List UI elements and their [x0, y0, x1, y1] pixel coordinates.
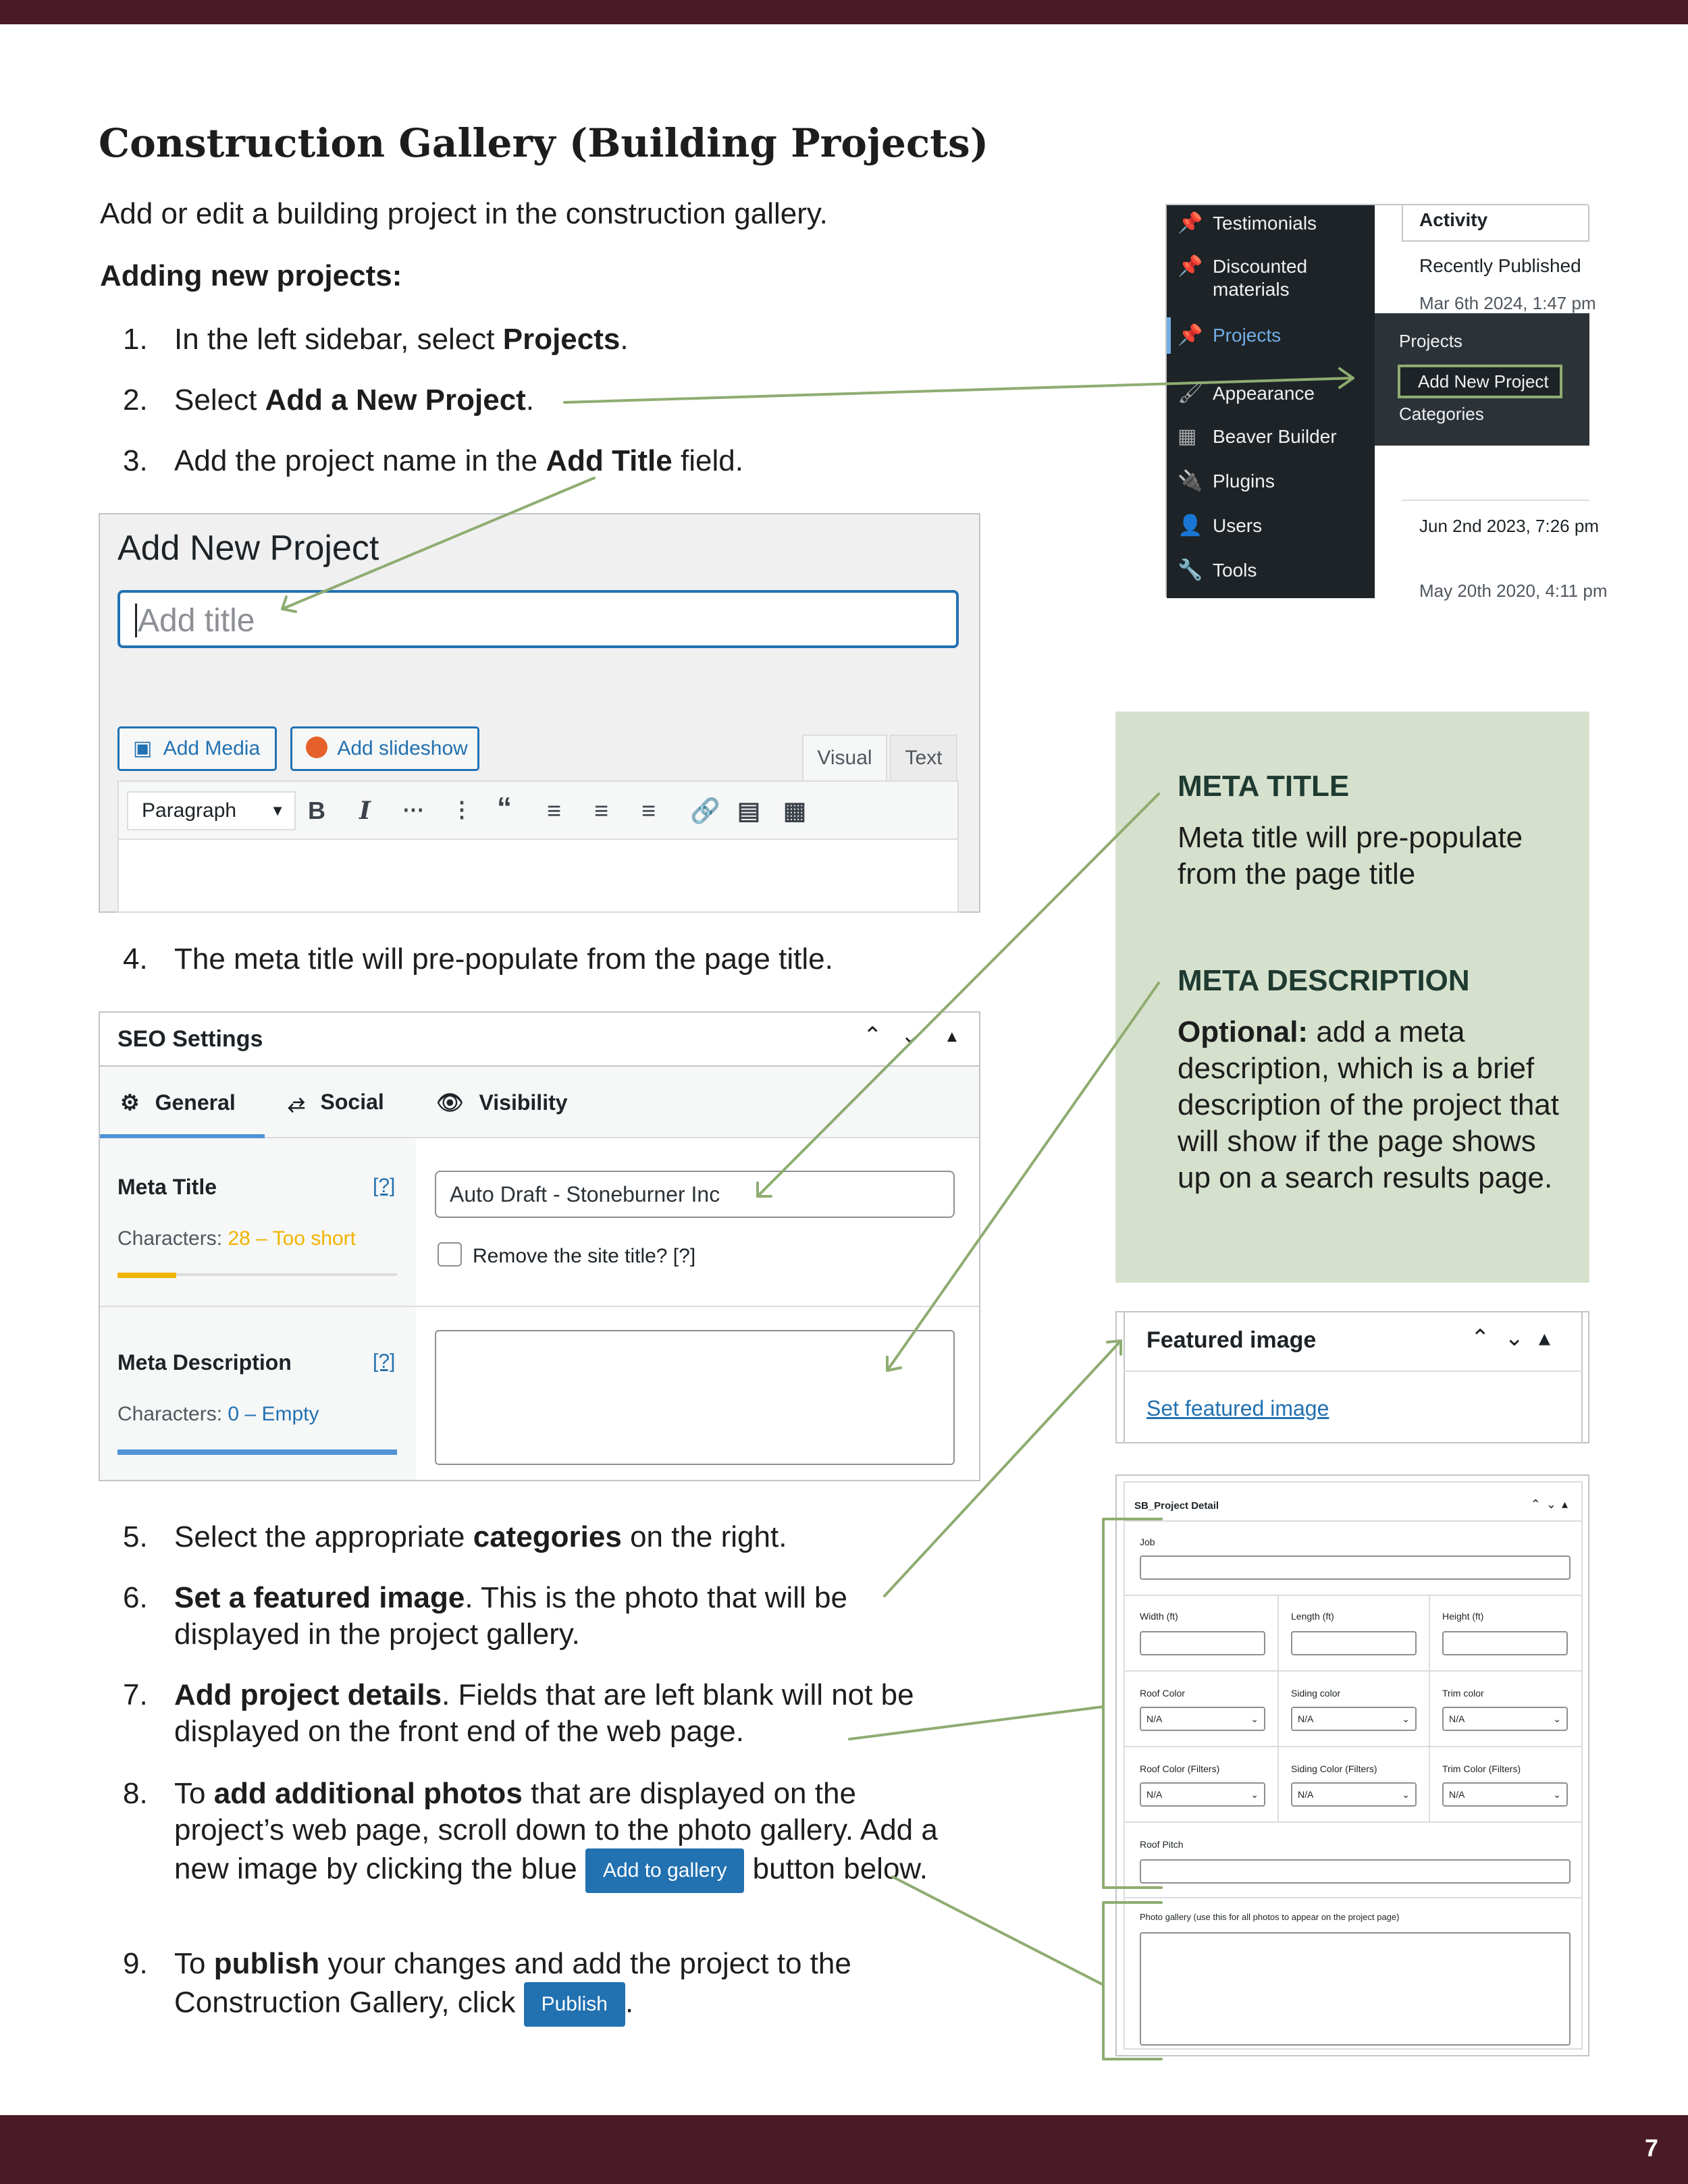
step-number: 6.	[123, 1581, 148, 1614]
eye-icon: 👁	[436, 1090, 464, 1115]
featured-image-title: Featured image	[1146, 1327, 1317, 1353]
publish-button[interactable]: Publish	[524, 1982, 625, 2027]
project-detail-title: SB_Project Detail	[1134, 1500, 1219, 1512]
title-placeholder: Add title	[138, 603, 255, 639]
trim-color-filters-select[interactable]: N/A ⌄	[1442, 1782, 1568, 1807]
subheading: Adding new projects:	[100, 259, 402, 292]
chevron-up-icon[interactable]: ⌃	[863, 1023, 882, 1048]
siding-color-select[interactable]: N/A ⌄	[1291, 1707, 1417, 1731]
height-label: Height (ft)	[1442, 1611, 1484, 1622]
meta-title-description: Meta title will pre-populate from the page title	[1178, 821, 1523, 890]
step-number: 9.	[123, 1947, 148, 1980]
wrench-icon: 🔧	[1178, 559, 1203, 581]
align-right-icon[interactable]: ≡	[641, 797, 656, 824]
page-title: Construction Gallery (Building Projects)	[99, 120, 989, 166]
submenu-projects[interactable]: Projects	[1399, 331, 1462, 351]
width-label: Width (ft)	[1140, 1611, 1178, 1622]
set-featured-image-link[interactable]: Set featured image	[1146, 1396, 1329, 1420]
step-number: 8.	[123, 1777, 148, 1810]
tab-visual[interactable]: Visual	[802, 735, 887, 782]
italic-icon[interactable]: I	[359, 797, 371, 825]
meta-description-chars: Characters: 0 – Empty	[117, 1403, 319, 1425]
gear-icon: ⚙	[120, 1090, 140, 1115]
box-controls-icon[interactable]: ⌃⌄▴	[1530, 1497, 1573, 1511]
step-number: 1.	[123, 323, 148, 356]
chevron-down-icon[interactable]: ⌄	[901, 1023, 920, 1048]
photo-gallery-label: Photo gallery (use this for all photos to appear on the project page)	[1140, 1912, 1400, 1922]
meta-description-label: Meta Description	[117, 1350, 292, 1375]
meta-title-chars: Characters: 28 – Too short	[117, 1227, 356, 1250]
arrow-photo-gallery	[893, 1877, 1103, 1985]
step-number: 7.	[123, 1678, 148, 1711]
trim-color-filters-label: Trim Color (Filters)	[1442, 1763, 1521, 1774]
meta-title-label: Meta Title	[117, 1175, 217, 1199]
dropdown-arrow-icon: ▼	[270, 802, 285, 819]
chevron-down-icon: ⌄	[1250, 1789, 1259, 1800]
format-select[interactable]: Paragraph ▼	[127, 791, 296, 830]
bullet-list-icon[interactable]: ⋯	[402, 797, 424, 822]
admin-menu: 📌 Testimonials 📌 Discounted materials 📌 Projects 🖌 Appearance ▦ Beaver Builder 🔌 Plugins 👤 Users 🔧 Tools	[1167, 205, 1375, 598]
meta-description-text: Optional: add a meta description, which is a brief description of the project that will show if the page shows up on a search results page.	[1178, 1015, 1559, 1194]
layout-icon: ▦	[1178, 425, 1197, 448]
chevron-down-icon: ⌄	[1553, 1713, 1561, 1724]
add-slideshow-button[interactable]: Add slideshow	[290, 726, 479, 771]
numbered-list-icon[interactable]: ⋮	[451, 797, 473, 822]
tab-text[interactable]: Text	[890, 735, 957, 782]
trim-color-label: Trim color	[1442, 1688, 1484, 1699]
align-center-icon[interactable]: ≡	[594, 797, 609, 824]
arrow-project-details	[849, 1707, 1103, 1739]
tab-social[interactable]: ⥄ Social	[288, 1090, 384, 1114]
roof-pitch-label: Roof Pitch	[1140, 1839, 1184, 1850]
chevron-down-icon: ⌄	[1250, 1713, 1259, 1724]
submenu-categories[interactable]: Categories	[1399, 404, 1484, 424]
meta-title-heading: META TITLE	[1178, 770, 1350, 803]
arrow-meta-title	[758, 794, 1159, 1196]
roof-color-select[interactable]: N/A ⌄	[1140, 1707, 1265, 1731]
meta-description-help-link[interactable]: [?]	[373, 1350, 396, 1373]
roof-color-filters-label: Roof Color (Filters)	[1140, 1763, 1220, 1774]
siding-color-label: Siding color	[1291, 1688, 1341, 1699]
roof-color-label: Roof Color	[1140, 1688, 1185, 1699]
quote-icon[interactable]: “	[497, 791, 512, 824]
media-icon: ▣	[133, 737, 153, 760]
step-number: 5.	[123, 1520, 148, 1553]
roof-color-filters-select[interactable]: N/A ⌄	[1140, 1782, 1265, 1807]
job-label: Job	[1140, 1537, 1155, 1547]
brush-icon: 🖌	[1178, 382, 1204, 404]
pin-icon: 📌	[1178, 212, 1203, 234]
step-number: 2.	[123, 383, 148, 417]
bottom-band	[0, 2115, 1688, 2184]
recently-published: Recently Published	[1419, 255, 1581, 276]
add-to-gallery-button[interactable]: Add to gallery	[585, 1848, 744, 1893]
activity-heading: Activity	[1419, 209, 1488, 230]
read-more-icon[interactable]: ▤	[737, 797, 761, 824]
bracket-photo-gallery	[1103, 1902, 1161, 2059]
activity-date: Jun 2nd 2023, 7:26 pm	[1419, 516, 1599, 536]
add-media-button[interactable]: ▣ Add Media	[117, 726, 277, 771]
trim-color-select[interactable]: N/A ⌄	[1442, 1707, 1568, 1731]
chevron-down-icon: ⌄	[1553, 1789, 1561, 1800]
chevron-down-icon: ⌄	[1402, 1713, 1410, 1724]
arrow-add-new-project	[564, 378, 1353, 402]
arrow-add-title	[282, 478, 594, 609]
page-number: 7	[1644, 2134, 1658, 2162]
submenu-add-new-project[interactable]: Add New Project	[1398, 365, 1562, 398]
chevron-down-icon: ⌄	[1402, 1789, 1410, 1800]
collapse-icon[interactable]: ▲	[944, 1028, 960, 1046]
pin-icon: 📌	[1178, 255, 1203, 277]
length-label: Length (ft)	[1291, 1611, 1334, 1622]
intro-text: Add or edit a building project in the construction gallery.	[100, 197, 828, 230]
tab-general[interactable]: ⚙ General	[120, 1090, 236, 1115]
toolbar-toggle-icon[interactable]: ▦	[783, 797, 807, 824]
activity-date: Mar 6th 2024, 1:47 pm	[1419, 293, 1596, 313]
seo-title: SEO Settings	[117, 1026, 263, 1052]
siding-color-filters-select[interactable]: N/A ⌄	[1291, 1782, 1417, 1807]
bold-icon[interactable]: B	[308, 797, 325, 824]
bracket-project-details	[1103, 1519, 1161, 1888]
share-icon: ⥄	[288, 1090, 305, 1114]
plug-icon: 🔌	[1178, 470, 1203, 492]
meta-title-input[interactable]: Auto Draft - Stoneburner Inc	[435, 1171, 955, 1218]
tab-visibility[interactable]: 👁 Visibility	[436, 1090, 568, 1115]
activity-date: May 20th 2020, 4:11 pm	[1419, 581, 1608, 601]
panel-heading: Add New Project	[117, 529, 379, 568]
pin-icon: 📌	[1178, 324, 1203, 346]
meta-description-heading: META DESCRIPTION	[1178, 964, 1470, 997]
align-left-icon[interactable]: ≡	[547, 797, 562, 824]
siding-color-filters-label: Siding Color (Filters)	[1291, 1763, 1377, 1774]
user-icon: 👤	[1178, 514, 1203, 537]
step-number: 4.	[123, 942, 148, 976]
link-icon[interactable]: 🔗	[690, 797, 720, 824]
step-number: 3.	[123, 444, 148, 477]
meta-title-help-link[interactable]: [?]	[373, 1175, 396, 1197]
remove-site-title-label: Remove the site title? [?]	[473, 1245, 696, 1267]
arrow-featured-image	[885, 1341, 1121, 1596]
arrow-meta-description	[887, 983, 1159, 1370]
box-controls-icon[interactable]: ⌃⌄▴	[1470, 1325, 1565, 1351]
